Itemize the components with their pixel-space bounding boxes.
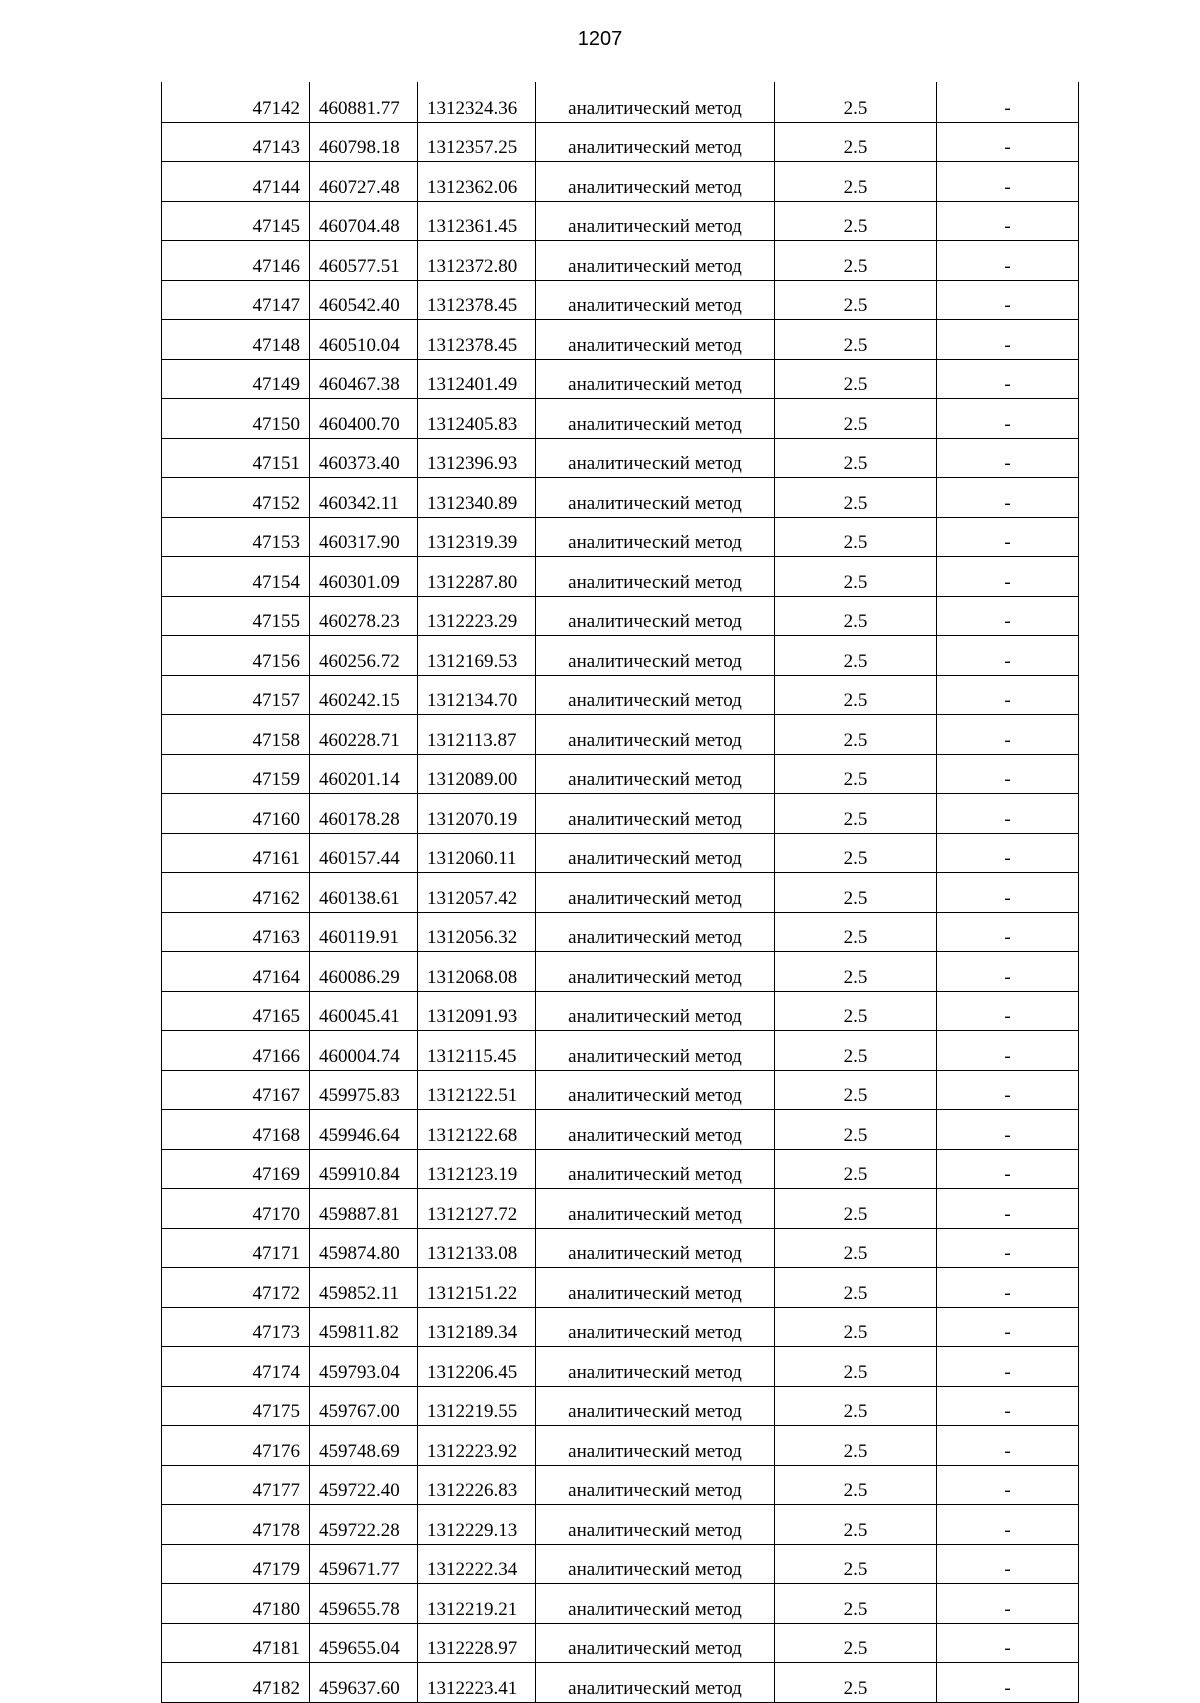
x-coordinate-cell: 460201.14: [310, 754, 418, 794]
point-number-cell: 47150: [162, 399, 310, 439]
note-cell: -: [937, 952, 1079, 992]
x-coordinate-cell: 460373.40: [310, 438, 418, 478]
x-coordinate-cell: 460881.77: [310, 83, 418, 123]
accuracy-cell: 2.5: [775, 517, 937, 557]
accuracy-cell: 2.5: [775, 754, 937, 794]
table-row: [162, 359, 1079, 399]
accuracy-cell: 2.5: [775, 596, 937, 636]
point-number-cell: 47160: [162, 794, 310, 834]
method-cell: аналитический метод: [536, 1110, 775, 1150]
method-cell: аналитический метод: [536, 1623, 775, 1663]
note-cell: -: [937, 873, 1079, 913]
method-cell: аналитический метод: [536, 912, 775, 952]
method-cell: аналитический метод: [536, 320, 775, 360]
accuracy-cell: 2.5: [775, 715, 937, 755]
y-coordinate-cell: 1312222.34: [418, 1544, 536, 1584]
y-coordinate-cell: 1312319.39: [418, 517, 536, 557]
point-number-cell: 47159: [162, 754, 310, 794]
table-row: [162, 833, 1079, 873]
x-coordinate-cell: 460727.48: [310, 162, 418, 202]
point-number-cell: 47176: [162, 1426, 310, 1466]
note-cell: -: [937, 1623, 1079, 1663]
x-coordinate-cell: 459946.64: [310, 1110, 418, 1150]
x-coordinate-cell: 459811.82: [310, 1307, 418, 1347]
accuracy-cell: 2.5: [775, 83, 937, 123]
x-coordinate-cell: 459722.28: [310, 1505, 418, 1545]
table-row: [162, 1544, 1079, 1584]
table-row: [162, 1465, 1079, 1505]
x-coordinate-cell: 460317.90: [310, 517, 418, 557]
y-coordinate-cell: 1312122.68: [418, 1110, 536, 1150]
table-row: [162, 1110, 1079, 1150]
x-coordinate-cell: 460157.44: [310, 833, 418, 873]
coordinates-table: [161, 82, 1079, 1703]
table-row: [162, 1189, 1079, 1229]
x-coordinate-cell: 460704.48: [310, 201, 418, 241]
y-coordinate-cell: 1312228.97: [418, 1623, 536, 1663]
accuracy-cell: 2.5: [775, 478, 937, 518]
y-coordinate-cell: 1312372.80: [418, 241, 536, 281]
accuracy-cell: 2.5: [775, 1623, 937, 1663]
accuracy-cell: 2.5: [775, 1426, 937, 1466]
note-cell: -: [937, 1544, 1079, 1584]
point-number-cell: 47164: [162, 952, 310, 992]
accuracy-cell: 2.5: [775, 1149, 937, 1189]
note-cell: -: [937, 1426, 1079, 1466]
note-cell: -: [937, 754, 1079, 794]
table-row: [162, 675, 1079, 715]
y-coordinate-cell: 1312127.72: [418, 1189, 536, 1229]
point-number-cell: 47157: [162, 675, 310, 715]
point-number-cell: 47145: [162, 201, 310, 241]
y-coordinate-cell: 1312226.83: [418, 1465, 536, 1505]
x-coordinate-cell: 460228.71: [310, 715, 418, 755]
x-coordinate-cell: 460004.74: [310, 1031, 418, 1071]
note-cell: -: [937, 1149, 1079, 1189]
table-row: [162, 952, 1079, 992]
x-coordinate-cell: 460510.04: [310, 320, 418, 360]
table-row: [162, 1584, 1079, 1624]
method-cell: аналитический метод: [536, 715, 775, 755]
point-number-cell: 47182: [162, 1663, 310, 1703]
point-number-cell: 47142: [162, 83, 310, 123]
x-coordinate-cell: 459748.69: [310, 1426, 418, 1466]
x-coordinate-cell: 459722.40: [310, 1465, 418, 1505]
point-number-cell: 47181: [162, 1623, 310, 1663]
method-cell: аналитический метод: [536, 1505, 775, 1545]
point-number-cell: 47156: [162, 636, 310, 676]
y-coordinate-cell: 1312405.83: [418, 399, 536, 439]
y-coordinate-cell: 1312189.34: [418, 1307, 536, 1347]
note-cell: -: [937, 675, 1079, 715]
table-row: [162, 991, 1079, 1031]
note-cell: -: [937, 715, 1079, 755]
x-coordinate-cell: 460242.15: [310, 675, 418, 715]
note-cell: -: [937, 1268, 1079, 1308]
x-coordinate-cell: 459671.77: [310, 1544, 418, 1584]
accuracy-cell: 2.5: [775, 1663, 937, 1703]
method-cell: аналитический метод: [536, 241, 775, 281]
point-number-cell: 47162: [162, 873, 310, 913]
point-number-cell: 47172: [162, 1268, 310, 1308]
accuracy-cell: 2.5: [775, 833, 937, 873]
method-cell: аналитический метод: [536, 596, 775, 636]
accuracy-cell: 2.5: [775, 438, 937, 478]
method-cell: аналитический метод: [536, 675, 775, 715]
table-row: [162, 320, 1079, 360]
table-row: [162, 517, 1079, 557]
accuracy-cell: 2.5: [775, 1189, 937, 1229]
y-coordinate-cell: 1312223.92: [418, 1426, 536, 1466]
x-coordinate-cell: 460178.28: [310, 794, 418, 834]
x-coordinate-cell: 460045.41: [310, 991, 418, 1031]
y-coordinate-cell: 1312133.08: [418, 1228, 536, 1268]
x-coordinate-cell: 460138.61: [310, 873, 418, 913]
page-number: 1207: [577, 28, 623, 50]
method-cell: аналитический метод: [536, 1228, 775, 1268]
method-cell: аналитический метод: [536, 1347, 775, 1387]
method-cell: аналитический метод: [536, 399, 775, 439]
x-coordinate-cell: 459655.78: [310, 1584, 418, 1624]
note-cell: -: [937, 1070, 1079, 1110]
method-cell: аналитический метод: [536, 1426, 775, 1466]
y-coordinate-cell: 1312169.53: [418, 636, 536, 676]
y-coordinate-cell: 1312206.45: [418, 1347, 536, 1387]
y-coordinate-cell: 1312223.29: [418, 596, 536, 636]
accuracy-cell: 2.5: [775, 280, 937, 320]
y-coordinate-cell: 1312287.80: [418, 557, 536, 597]
x-coordinate-cell: 460400.70: [310, 399, 418, 439]
method-cell: аналитический метод: [536, 833, 775, 873]
method-cell: аналитический метод: [536, 873, 775, 913]
method-cell: аналитический метод: [536, 636, 775, 676]
x-coordinate-cell: 459852.11: [310, 1268, 418, 1308]
note-cell: -: [937, 557, 1079, 597]
method-cell: аналитический метод: [536, 1268, 775, 1308]
accuracy-cell: 2.5: [775, 1465, 937, 1505]
accuracy-cell: 2.5: [775, 873, 937, 913]
accuracy-cell: 2.5: [775, 1070, 937, 1110]
table-row: [162, 280, 1079, 320]
method-cell: аналитический метод: [536, 359, 775, 399]
x-coordinate-cell: 459874.80: [310, 1228, 418, 1268]
table-row: [162, 715, 1079, 755]
x-coordinate-cell: 460256.72: [310, 636, 418, 676]
table-row: [162, 1268, 1079, 1308]
point-number-cell: 47143: [162, 122, 310, 162]
point-number-cell: 47170: [162, 1189, 310, 1229]
note-cell: -: [937, 1386, 1079, 1426]
y-coordinate-cell: 1312357.25: [418, 122, 536, 162]
method-cell: аналитический метод: [536, 83, 775, 123]
note-cell: -: [937, 794, 1079, 834]
x-coordinate-cell: 460542.40: [310, 280, 418, 320]
accuracy-cell: 2.5: [775, 162, 937, 202]
point-number-cell: 47168: [162, 1110, 310, 1150]
accuracy-cell: 2.5: [775, 122, 937, 162]
point-number-cell: 47144: [162, 162, 310, 202]
accuracy-cell: 2.5: [775, 1584, 937, 1624]
y-coordinate-cell: 1312223.41: [418, 1663, 536, 1703]
x-coordinate-cell: 460798.18: [310, 122, 418, 162]
method-cell: аналитический метод: [536, 438, 775, 478]
method-cell: аналитический метод: [536, 517, 775, 557]
method-cell: аналитический метод: [536, 1149, 775, 1189]
accuracy-cell: 2.5: [775, 1386, 937, 1426]
point-number-cell: 47167: [162, 1070, 310, 1110]
point-number-cell: 47173: [162, 1307, 310, 1347]
note-cell: -: [937, 1465, 1079, 1505]
accuracy-cell: 2.5: [775, 359, 937, 399]
table-row: [162, 1031, 1079, 1071]
x-coordinate-cell: 460342.11: [310, 478, 418, 518]
accuracy-cell: 2.5: [775, 1307, 937, 1347]
note-cell: -: [937, 1505, 1079, 1545]
point-number-cell: 47148: [162, 320, 310, 360]
note-cell: -: [937, 636, 1079, 676]
point-number-cell: 47153: [162, 517, 310, 557]
accuracy-cell: 2.5: [775, 320, 937, 360]
accuracy-cell: 2.5: [775, 1031, 937, 1071]
point-number-cell: 47179: [162, 1544, 310, 1584]
table-row: [162, 754, 1079, 794]
method-cell: аналитический метод: [536, 1663, 775, 1703]
note-cell: -: [937, 596, 1079, 636]
y-coordinate-cell: 1312068.08: [418, 952, 536, 992]
method-cell: аналитический метод: [536, 1544, 775, 1584]
x-coordinate-cell: 459910.84: [310, 1149, 418, 1189]
note-cell: -: [937, 1031, 1079, 1071]
method-cell: аналитический метод: [536, 952, 775, 992]
y-coordinate-cell: 1312151.22: [418, 1268, 536, 1308]
y-coordinate-cell: 1312362.06: [418, 162, 536, 202]
note-cell: -: [937, 1347, 1079, 1387]
note-cell: -: [937, 83, 1079, 123]
note-cell: -: [937, 241, 1079, 281]
accuracy-cell: 2.5: [775, 241, 937, 281]
point-number-cell: 47177: [162, 1465, 310, 1505]
table-row: [162, 1386, 1079, 1426]
point-number-cell: 47154: [162, 557, 310, 597]
table-row: [162, 438, 1079, 478]
method-cell: аналитический метод: [536, 162, 775, 202]
y-coordinate-cell: 1312401.49: [418, 359, 536, 399]
y-coordinate-cell: 1312378.45: [418, 320, 536, 360]
y-coordinate-cell: 1312070.19: [418, 794, 536, 834]
point-number-cell: 47174: [162, 1347, 310, 1387]
accuracy-cell: 2.5: [775, 912, 937, 952]
table-row: [162, 1347, 1079, 1387]
table-row: [162, 1307, 1079, 1347]
x-coordinate-cell: 460119.91: [310, 912, 418, 952]
point-number-cell: 47147: [162, 280, 310, 320]
table-row: [162, 1070, 1079, 1110]
note-cell: -: [937, 912, 1079, 952]
point-number-cell: 47169: [162, 1149, 310, 1189]
accuracy-cell: 2.5: [775, 1544, 937, 1584]
method-cell: аналитический метод: [536, 1465, 775, 1505]
note-cell: -: [937, 1228, 1079, 1268]
method-cell: аналитический метод: [536, 794, 775, 834]
y-coordinate-cell: 1312057.42: [418, 873, 536, 913]
point-number-cell: 47165: [162, 991, 310, 1031]
x-coordinate-cell: 460301.09: [310, 557, 418, 597]
note-cell: -: [937, 833, 1079, 873]
y-coordinate-cell: 1312378.45: [418, 280, 536, 320]
point-number-cell: 47155: [162, 596, 310, 636]
table-row: [162, 1149, 1079, 1189]
point-number-cell: 47146: [162, 241, 310, 281]
accuracy-cell: 2.5: [775, 952, 937, 992]
accuracy-cell: 2.5: [775, 675, 937, 715]
table-row: [162, 162, 1079, 202]
y-coordinate-cell: 1312134.70: [418, 675, 536, 715]
accuracy-cell: 2.5: [775, 1110, 937, 1150]
point-number-cell: 47178: [162, 1505, 310, 1545]
note-cell: -: [937, 399, 1079, 439]
table-row: [162, 636, 1079, 676]
method-cell: аналитический метод: [536, 201, 775, 241]
y-coordinate-cell: 1312229.13: [418, 1505, 536, 1545]
note-cell: -: [937, 122, 1079, 162]
note-cell: -: [937, 1584, 1079, 1624]
table-row: [162, 1426, 1079, 1466]
table-row: [162, 794, 1079, 834]
y-coordinate-cell: 1312091.93: [418, 991, 536, 1031]
point-number-cell: 47151: [162, 438, 310, 478]
point-number-cell: 47149: [162, 359, 310, 399]
y-coordinate-cell: 1312060.11: [418, 833, 536, 873]
y-coordinate-cell: 1312340.89: [418, 478, 536, 518]
table-row: [162, 122, 1079, 162]
method-cell: аналитический метод: [536, 1386, 775, 1426]
coordinates-table-body: [162, 83, 1079, 1703]
note-cell: -: [937, 517, 1079, 557]
point-number-cell: 47161: [162, 833, 310, 873]
x-coordinate-cell: 459637.60: [310, 1663, 418, 1703]
accuracy-cell: 2.5: [775, 1505, 937, 1545]
point-number-cell: 47180: [162, 1584, 310, 1624]
accuracy-cell: 2.5: [775, 991, 937, 1031]
y-coordinate-cell: 1312361.45: [418, 201, 536, 241]
accuracy-cell: 2.5: [775, 1347, 937, 1387]
accuracy-cell: 2.5: [775, 794, 937, 834]
x-coordinate-cell: 460278.23: [310, 596, 418, 636]
note-cell: -: [937, 1307, 1079, 1347]
y-coordinate-cell: 1312123.19: [418, 1149, 536, 1189]
note-cell: -: [937, 320, 1079, 360]
table-row: [162, 83, 1079, 123]
note-cell: -: [937, 1189, 1079, 1229]
y-coordinate-cell: 1312056.32: [418, 912, 536, 952]
method-cell: аналитический метод: [536, 1307, 775, 1347]
note-cell: -: [937, 478, 1079, 518]
table-row: [162, 873, 1079, 913]
note-cell: -: [937, 438, 1079, 478]
x-coordinate-cell: 459887.81: [310, 1189, 418, 1229]
x-coordinate-cell: 460467.38: [310, 359, 418, 399]
method-cell: аналитический метод: [536, 754, 775, 794]
x-coordinate-cell: 460086.29: [310, 952, 418, 992]
point-number-cell: 47152: [162, 478, 310, 518]
x-coordinate-cell: 459767.00: [310, 1386, 418, 1426]
method-cell: аналитический метод: [536, 478, 775, 518]
note-cell: -: [937, 991, 1079, 1031]
accuracy-cell: 2.5: [775, 399, 937, 439]
y-coordinate-cell: 1312396.93: [418, 438, 536, 478]
accuracy-cell: 2.5: [775, 1268, 937, 1308]
y-coordinate-cell: 1312113.87: [418, 715, 536, 755]
x-coordinate-cell: 459655.04: [310, 1623, 418, 1663]
note-cell: -: [937, 280, 1079, 320]
table-row: [162, 1663, 1079, 1703]
table-row: [162, 399, 1079, 439]
table-row: [162, 596, 1079, 636]
table-row: [162, 1228, 1079, 1268]
table-row: [162, 201, 1079, 241]
table-row: [162, 1623, 1079, 1663]
note-cell: -: [937, 162, 1079, 202]
method-cell: аналитический метод: [536, 1189, 775, 1229]
x-coordinate-cell: 459975.83: [310, 1070, 418, 1110]
point-number-cell: 47158: [162, 715, 310, 755]
accuracy-cell: 2.5: [775, 636, 937, 676]
y-coordinate-cell: 1312115.45: [418, 1031, 536, 1071]
method-cell: аналитический метод: [536, 122, 775, 162]
x-coordinate-cell: 459793.04: [310, 1347, 418, 1387]
note-cell: -: [937, 201, 1079, 241]
method-cell: аналитический метод: [536, 1070, 775, 1110]
point-number-cell: 47175: [162, 1386, 310, 1426]
table-row: [162, 1505, 1079, 1545]
note-cell: -: [937, 1663, 1079, 1703]
method-cell: аналитический метод: [536, 280, 775, 320]
table-row: [162, 912, 1079, 952]
x-coordinate-cell: 460577.51: [310, 241, 418, 281]
method-cell: аналитический метод: [536, 1584, 775, 1624]
table-row: [162, 241, 1079, 281]
accuracy-cell: 2.5: [775, 201, 937, 241]
y-coordinate-cell: 1312122.51: [418, 1070, 536, 1110]
y-coordinate-cell: 1312324.36: [418, 83, 536, 123]
method-cell: аналитический метод: [536, 1031, 775, 1071]
note-cell: -: [937, 1110, 1079, 1150]
accuracy-cell: 2.5: [775, 1228, 937, 1268]
note-cell: -: [937, 359, 1079, 399]
point-number-cell: 47163: [162, 912, 310, 952]
point-number-cell: 47166: [162, 1031, 310, 1071]
table-row: [162, 478, 1079, 518]
accuracy-cell: 2.5: [775, 557, 937, 597]
y-coordinate-cell: 1312219.55: [418, 1386, 536, 1426]
point-number-cell: 47171: [162, 1228, 310, 1268]
table-row: [162, 557, 1079, 597]
method-cell: аналитический метод: [536, 557, 775, 597]
y-coordinate-cell: 1312219.21: [418, 1584, 536, 1624]
y-coordinate-cell: 1312089.00: [418, 754, 536, 794]
method-cell: аналитический метод: [536, 991, 775, 1031]
